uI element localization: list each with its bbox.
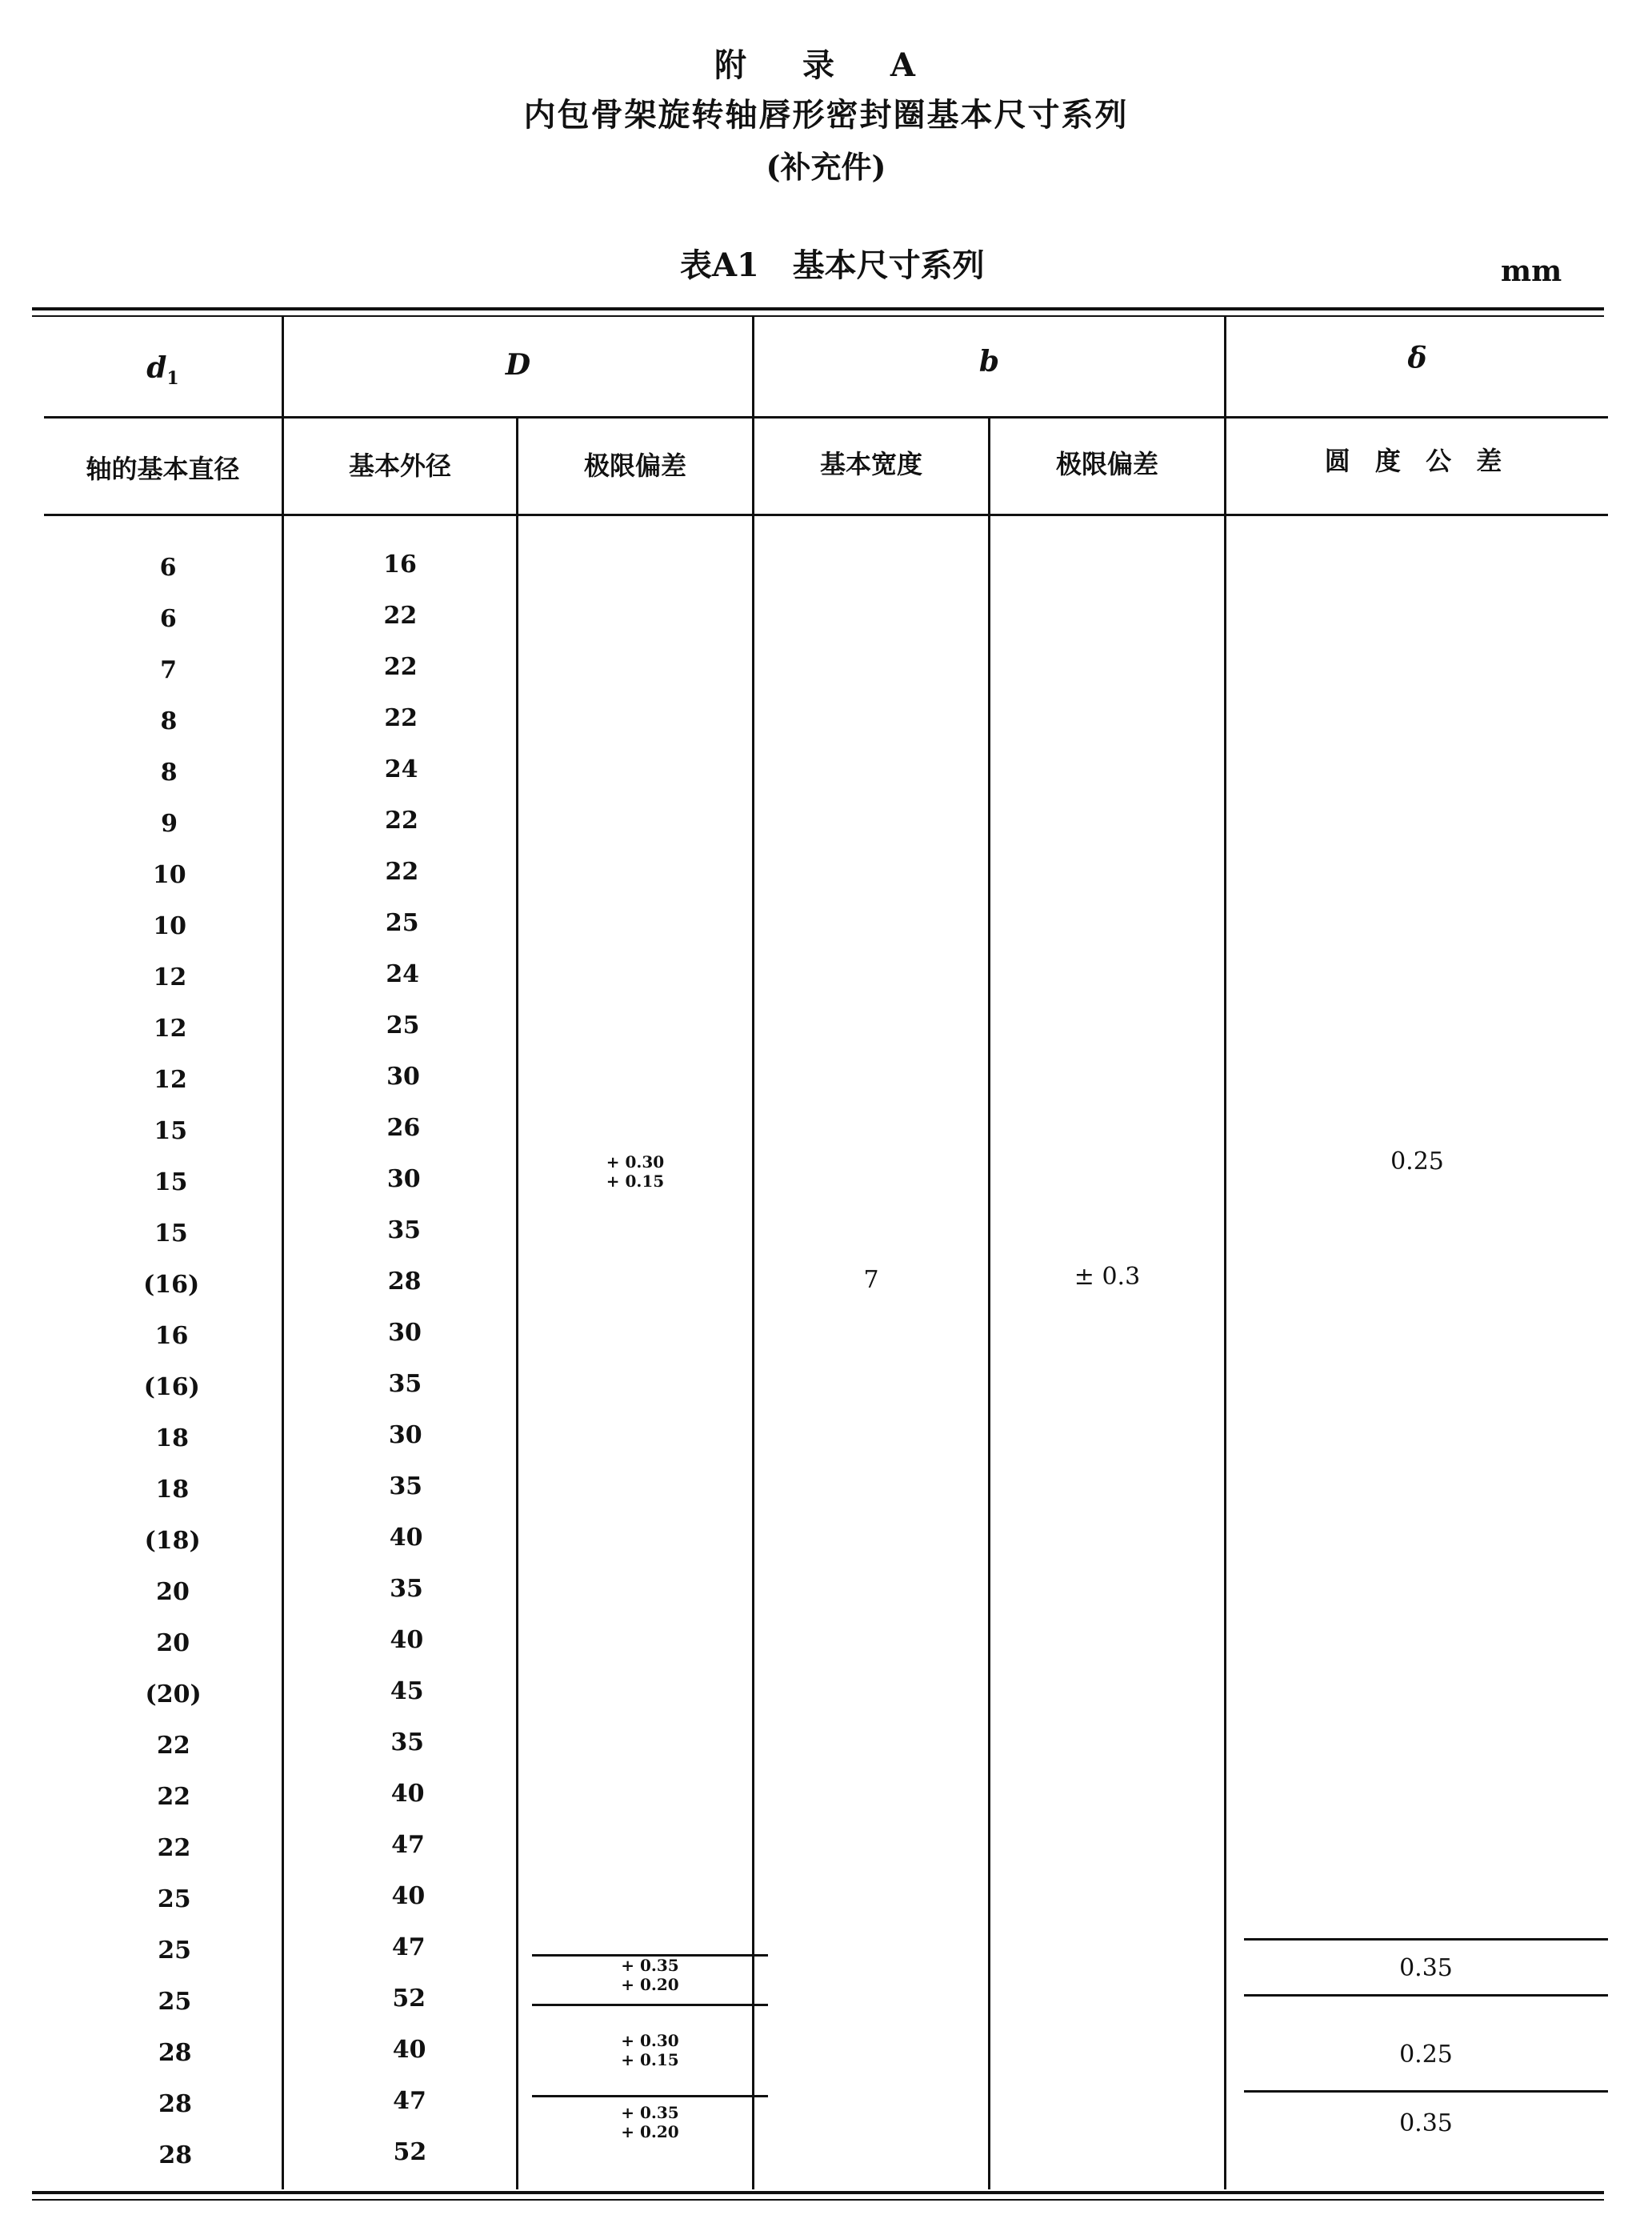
- col-rule-1: [282, 317, 284, 2189]
- col-rule-4: [988, 416, 990, 2189]
- cell-outer-diameter: 45: [390, 1677, 424, 1705]
- delta-split-2: [1244, 1994, 1608, 1997]
- table-top-rule-inner: [32, 315, 1604, 317]
- cell-outer-diameter: 52: [393, 2138, 427, 2166]
- header-b-tolerance: 极限偏差: [1055, 449, 1158, 479]
- D-tolerance-row29: [532, 1956, 768, 1994]
- cell-shaft-diameter: 25: [158, 1988, 192, 2016]
- D-tolerance-rows30-31-lower: + 0.15: [621, 2050, 679, 2069]
- header-outer-diameter: 基本外径: [348, 451, 451, 481]
- header-D: D: [505, 348, 531, 382]
- D-tol-split-3: [532, 2095, 768, 2097]
- cell-outer-diameter: 25: [386, 1011, 420, 1039]
- cell-outer-diameter: 47: [391, 1831, 425, 1859]
- cell-outer-diameter: 24: [386, 960, 420, 988]
- D-tol-split-2: [532, 2004, 768, 2006]
- cell-outer-diameter: 40: [390, 1626, 424, 1654]
- cell-outer-diameter: 40: [389, 1524, 423, 1552]
- D-tolerance-main: [518, 1152, 752, 1191]
- col-rule-2: [516, 416, 518, 2189]
- cell-shaft-diameter: 12: [153, 1015, 187, 1043]
- cell-shaft-diameter: 22: [157, 1732, 190, 1760]
- cell-shaft-diameter: 28: [158, 2039, 192, 2067]
- cell-outer-diameter: 16: [383, 551, 417, 579]
- document-title: 内包骨架旋转轴唇形密封圈基本尺寸系列: [523, 96, 1129, 134]
- cell-outer-diameter: 52: [392, 1985, 426, 2013]
- cell-outer-diameter: 26: [386, 1114, 421, 1142]
- header-d1-symbol: d: [146, 351, 167, 385]
- cell-shaft-diameter: 10: [153, 912, 186, 940]
- col-rule-3: [752, 317, 754, 2189]
- D-tolerance-row32-lower: + 0.20: [621, 2122, 679, 2141]
- D-tolerance-row32: [532, 2103, 768, 2141]
- table-caption: 表A1 基本尺寸系列: [680, 246, 985, 284]
- cell-shaft-diameter: 20: [156, 1578, 190, 1606]
- cell-outer-diameter: 30: [388, 1319, 422, 1347]
- col-rule-5: [1224, 317, 1226, 2189]
- cell-shaft-diameter: 15: [154, 1220, 188, 1248]
- table-top-rule: [32, 307, 1604, 310]
- cell-outer-diameter: 47: [391, 1933, 426, 1961]
- appendix-heading: 附 录 A: [714, 46, 938, 84]
- D-tolerance-rows30-31-upper: + 0.30: [621, 2031, 679, 2050]
- cell-shaft-diameter: 12: [154, 1066, 187, 1094]
- header-D-tolerance: 极限偏差: [583, 451, 686, 481]
- cell-shaft-diameter: (20): [145, 1680, 202, 1708]
- D-tolerance-main-lower: + 0.15: [606, 1172, 665, 1191]
- cell-shaft-diameter: 7: [160, 656, 178, 684]
- cell-shaft-diameter: 8: [160, 759, 178, 787]
- table-unit: mm: [1501, 254, 1562, 288]
- cell-shaft-diameter: 22: [157, 1834, 191, 1862]
- delta-row29: 0.35: [1399, 1954, 1453, 1982]
- cell-outer-diameter: 35: [387, 1216, 422, 1244]
- cell-shaft-diameter: 8: [160, 707, 178, 735]
- cell-outer-diameter: 35: [388, 1370, 422, 1398]
- delta-split-1: [1244, 1938, 1608, 1941]
- D-tolerance-row29-upper: + 0.35: [621, 1956, 679, 1975]
- cell-outer-diameter: 35: [390, 1575, 423, 1603]
- table-bottom-rule-inner: [32, 2199, 1604, 2201]
- cell-shaft-diameter: (16): [143, 1373, 200, 1401]
- delta-split-3: [1244, 2090, 1608, 2093]
- header-d1: [44, 352, 282, 395]
- cell-shaft-diameter: 22: [157, 1783, 191, 1811]
- header-roundness-tolerance: 圆 度 公 差: [1324, 446, 1510, 476]
- cell-outer-diameter: 40: [392, 2036, 426, 2064]
- D-tolerance-main-upper: + 0.30: [606, 1152, 665, 1172]
- document-subtitle: (补充件): [766, 149, 886, 185]
- D-tolerance-rows30-31: [532, 2031, 768, 2069]
- cell-outer-diameter: 40: [390, 1780, 425, 1808]
- cell-shaft-diameter: 6: [159, 554, 177, 582]
- header-width: 基本宽度: [819, 449, 922, 479]
- cell-shaft-diameter: 15: [154, 1168, 188, 1196]
- cell-shaft-diameter: 18: [155, 1424, 189, 1452]
- cell-outer-diameter: 22: [385, 858, 419, 886]
- cell-shaft-diameter: 10: [152, 861, 186, 889]
- cell-outer-diameter: 47: [393, 2087, 426, 2115]
- cell-shaft-diameter: (18): [144, 1527, 201, 1555]
- header-divider: [44, 416, 1608, 419]
- cell-outer-diameter: 22: [385, 807, 418, 835]
- cell-outer-diameter: 28: [387, 1268, 422, 1296]
- cell-outer-diameter: 30: [386, 1063, 420, 1091]
- cell-shaft-diameter: 18: [155, 1476, 190, 1504]
- cell-shaft-diameter: 25: [158, 1937, 191, 1965]
- cell-shaft-diameter: 20: [156, 1629, 190, 1657]
- delta-main: 0.25: [1390, 1148, 1444, 1176]
- header-bottom-rule: [44, 514, 1608, 516]
- cell-outer-diameter: 40: [391, 1882, 426, 1910]
- cell-outer-diameter: 30: [386, 1165, 421, 1193]
- cell-shaft-diameter: 9: [161, 810, 178, 838]
- cell-outer-diameter: 22: [383, 602, 418, 630]
- cell-shaft-diameter: (16): [143, 1271, 200, 1299]
- header-d1-subscript: 1: [166, 368, 179, 390]
- cell-shaft-diameter: 15: [154, 1117, 188, 1145]
- D-tolerance-row29-lower: + 0.20: [621, 1975, 679, 1994]
- cell-outer-diameter: 25: [385, 909, 419, 937]
- cell-shaft-diameter: 25: [157, 1885, 191, 1913]
- delta-row32: 0.35: [1399, 2109, 1453, 2137]
- cell-outer-diameter: 35: [389, 1472, 423, 1500]
- cell-shaft-diameter: 6: [159, 605, 177, 633]
- cell-shaft-diameter: 28: [158, 2141, 193, 2169]
- cell-shaft-diameter: 28: [158, 2090, 192, 2118]
- header-delta: δ: [1407, 342, 1427, 375]
- header-shaft-diameter: 轴的基本直径: [86, 454, 240, 484]
- cell-outer-diameter: 22: [383, 653, 418, 681]
- b-basic-width: 7: [863, 1266, 879, 1294]
- cell-outer-diameter: 35: [390, 1728, 425, 1756]
- cell-shaft-diameter: 12: [153, 963, 187, 991]
- cell-outer-diameter: 22: [384, 704, 418, 732]
- b-tolerance: ± 0.3: [1074, 1263, 1141, 1291]
- cell-outer-diameter: 30: [388, 1421, 422, 1449]
- cell-outer-diameter: 24: [384, 755, 418, 783]
- delta-rows30-31: 0.25: [1399, 2041, 1453, 2069]
- D-tolerance-row32-upper: + 0.35: [621, 2103, 679, 2122]
- table-bottom-rule: [32, 2191, 1604, 2194]
- header-b: b: [978, 345, 1000, 379]
- cell-shaft-diameter: 16: [154, 1322, 189, 1350]
